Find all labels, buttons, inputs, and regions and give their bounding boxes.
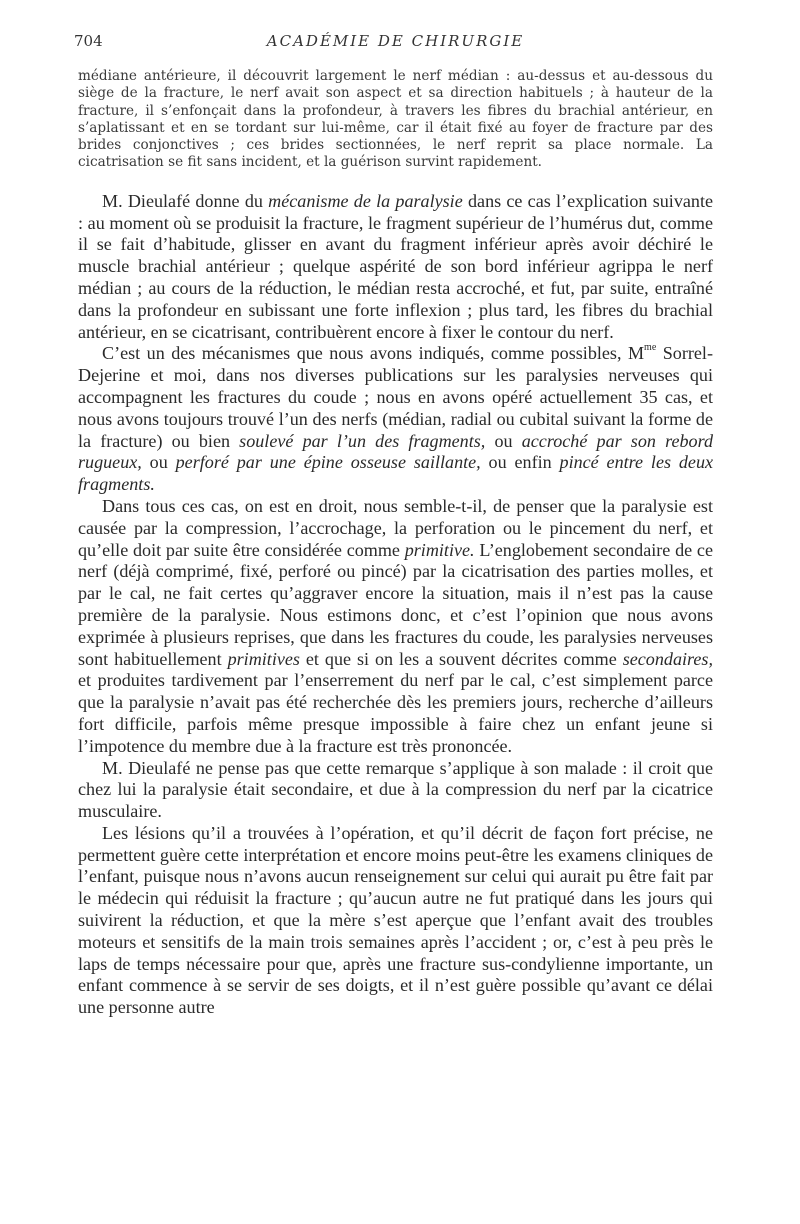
main-text [78,191,713,1019]
mechanism-emphasis: mécanisme de la paralysie [268,190,463,211]
running-title: ACADÉMIE DE CHIRURGIE [266,32,525,50]
superscript-me: me [644,342,657,354]
paragraph-mechanism: M. Dieulafé donne du mécanisme de la paralysie dans ce cas l’explication suivante : au moment où se produisit la fracture, le fragment supérieur de l’humérus dut, comme il se fait d’habitude, glisser en avant du fragment inférieur après avoir déchiré le muscle brachial antérieur ; quelque aspérité de son bord inférieur agrippa le nerf médian ; au cours de la réduction, le médian resta accroché, et fut, par suite, entraîné dans la profondeur en subissant une forte inflexion ; plus tard, les fibres du brachial antérieur, en se cicatrisant, contribuèrent encore à fixer le contour du nerf. [78,190,713,342]
page [74,32,714,1019]
paragraph-mechanisms-indicated: C’est un des mécanismes que nous avons indiqués, comme possibles, $M^{me}$ Sorrel-Dejerine et moi, dans nos diverses publications sur les paralysies nerveuses qui accompagnent les fractures du coude ; nous en avons opéré actuellement 35 cas, et nous avons toujours trouvé l’un des nerfs (médian, radial ou cubital suivant la forme de la fracture) ou bien soulevé par l’un des fragments, ou accroché par son rebord rugueux, ou perforé par une épine osseuse saillante, ou enfin pincé entre les deux fragments. [78,342,714,495]
paragraph-dieulafe-opinion: M. Dieulafé ne pense pas que cette remarque s’applique à son malade : il croit que chez lui la paralysie était secondaire, et due à la compression du nerf par la cicatrice musculaire. [78,757,713,822]
page-header [74,32,713,56]
page-number: 704 [74,32,103,50]
intro-paragraph: médiane antérieure, il découvrit largement le nerf médian : au-dessus et au-dessous du siège de la fracture, le nerf avait son aspect et sa direction habituels ; à hauteur de la fracture, il s’enfonçait dans la profondeur, à travers les fibres du brachial antérieur, en s’aplatissant et en se tordant sur lui-même, car il était fixé au foyer de fracture par des brides conjonctives ; ces brides sectionnées, le nerf reprit sa place normale. La cicatrisation se fit sans incident, et la guérison survint rapidement. [78,68,713,171]
paragraph-lesions: Les lésions qu’il a trouvées à l’opération, et qu’il décrit de façon fort précise, ne permettent guère cette interprétation et encore moins peut-être les examens cliniques de l’enfant, puisque nous n’avons aucun renseignement sur celui qui aurait pu être fait par le médecin qui réduisit la fracture ; qu’aucun autre ne fut pratiqué dans les jours qui suivirent la réduction, et que la mère s’est aperçue que l’enfant avait des troubles moteurs et sensitifs de la main trois semaines après l’accident ; or, c’est à peu près le laps de temps nécessaire pour que, après une fracture sus-condylienne importante, un enfant commence à se servir de ses doigts, et il n’est guère possible qu’avant ce délai une personne autre [78,822,713,1018]
paragraph-primitive-paralysis: Dans tous ces cas, on est en droit, nous semble-t-il, de penser que la paralysie est causée par la compression, l’accrochage, la perforation ou le pincement du nerf, et qu’elle doit par suite être considérée comme primitive. L’englobement secondaire de ce nerf (déjà comprimé, fixé, perforé ou pincé) par la cicatrisation des parties molles, et par le cal, ne fait certes qu’aggraver encore la situation, mais il n’est pas la cause première de la paralysie. Nous estimons donc, et c’est l’opinion que nous avons exprimée à plusieurs reprises, que dans les fractures du coude, les paralysies nerveuses sont habituellement primitives et que si on les a souvent décrites comme secondaires, et produites tardivement par l’enserrement du nerf par le cal, c’est simplement parce que la paralysie n’avait pas été recherchée dès les premiers jours, recherche d’ailleurs fort difficile, parfois même presque impossible à faire chez un enfant jeune si l’impotence du membre due à la fracture est très prononcée. [78,495,713,756]
